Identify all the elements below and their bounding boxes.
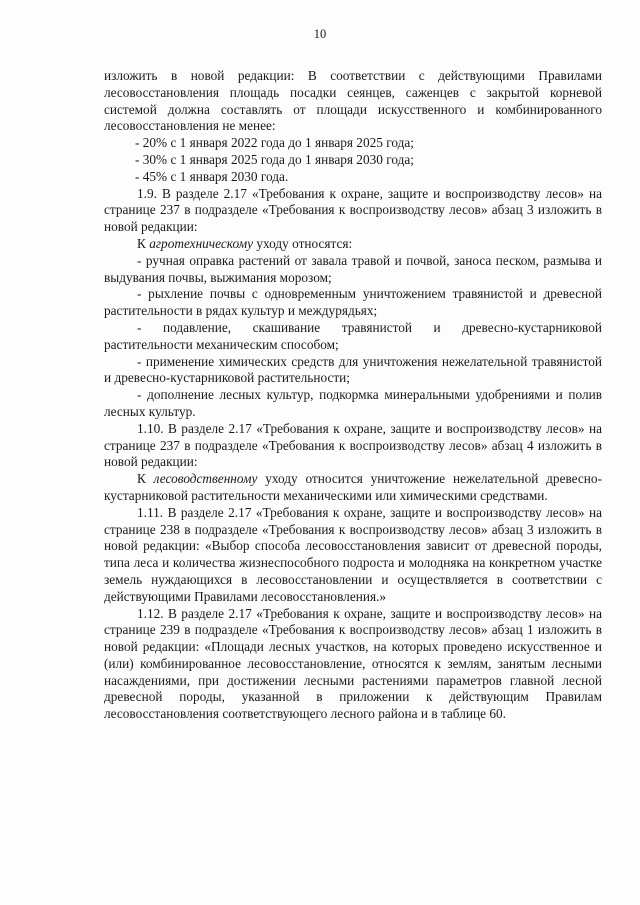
document-body (104, 68, 602, 723)
list-item: - ручная оправка растений от завала травой и почвой, заноса песком, размыва и выдувания почвы, выжимания морозом; (104, 252, 602, 285)
agro-emphasis: агротехническому (149, 235, 254, 251)
silv-suffix: уходу относится уничтожение нежелательной древесно-кустарниковой растительности механическими или химическими средствами. (104, 471, 602, 503)
list-item: - 30% с 1 января 2025 года до 1 января 2030 года; (135, 151, 414, 167)
silv-emphasis: лесоводственному (153, 471, 258, 487)
agro-prefix: К (137, 235, 150, 251)
paragraph-1-9: 1.9. В разделе 2.17 «Требования к охране, защите и воспроизводству лесов» на странице 237 в подразделе «Требования к воспроизводству лесов» абзац 3 изложить в новой редакции: (104, 185, 602, 235)
paragraph-1-10: 1.10. В разделе 2.17 «Требования к охране, защите и воспроизводству лесов» на странице 237 в подразделе «Требования к воспроизводству лесов» абзац 4 изложить в новой редакции: (104, 420, 602, 470)
list-item: - подавление, скашивание травянистой и древесно-кустарниковой растительности механическим способом; (104, 319, 602, 352)
paragraph-1-11: 1.11. В разделе 2.17 «Требования к охране, защите и воспроизводству лесов» на странице 238 в подразделе «Требования к воспроизводству лесов» абзац 3 изложить в новой редакции: «Выбор способа лесовосстановления зависит от древесной породы, типа леса и количества жизнеспособного подроста и молодняка на конкретном участке земель нуждающихся в лесовосстановлении и осуществляется в соответствии с действующими Правилами лесовосстановления.» (104, 504, 602, 604)
paragraph-silvicultural (104, 471, 602, 505)
list-item: - 20% с 1 января 2022 года до 1 января 2025 года; (135, 135, 414, 151)
paragraph-1-12: 1.12. В разделе 2.17 «Требования к охране, защите и воспроизводству лесов» на странице 239 в подразделе «Требования к воспроизводству лесов» абзац 1 изложить в новой редакции: «Площади лесных участков, на которых проведено искусственное и (или) комбинированное лесовосстановление, относятся к землям, занятым лесными насаждениями, при достижении лесными растениями параметров главной лесной древесной породы, указанной в приложении к действующим Правилам лесовосстановления соответствующего лесного района и в таблице 60. (104, 605, 602, 722)
agro-suffix: уходу относятся: (253, 235, 353, 251)
list-item: - дополнение лесных культур, подкормка минеральными удобрениями и полив лесных культур. (104, 387, 602, 419)
list-item: - рыхление почвы с одновременным уничтожением травянистой и древесной растительности в рядах культур и междурядьях; (104, 286, 602, 319)
page-number: 10 (313, 27, 327, 41)
paragraph-intro: изложить в новой редакции: В соответствии с действующими Правилами лесовосстановления площадь посадки сеянцев, саженцев с закрытой корневой системой должна составлять от площади искусственного и комбинированного лесовосстановления не менее: (104, 68, 602, 134)
silv-prefix: К (137, 471, 154, 487)
list-item: - применение химических средств для уничтожения нежелательной травянистой и древесно-кустарниковой растительности; (104, 353, 602, 386)
list-item: - 45% с 1 января 2030 года. (135, 168, 289, 184)
paragraph-agrotechnical (104, 236, 602, 253)
